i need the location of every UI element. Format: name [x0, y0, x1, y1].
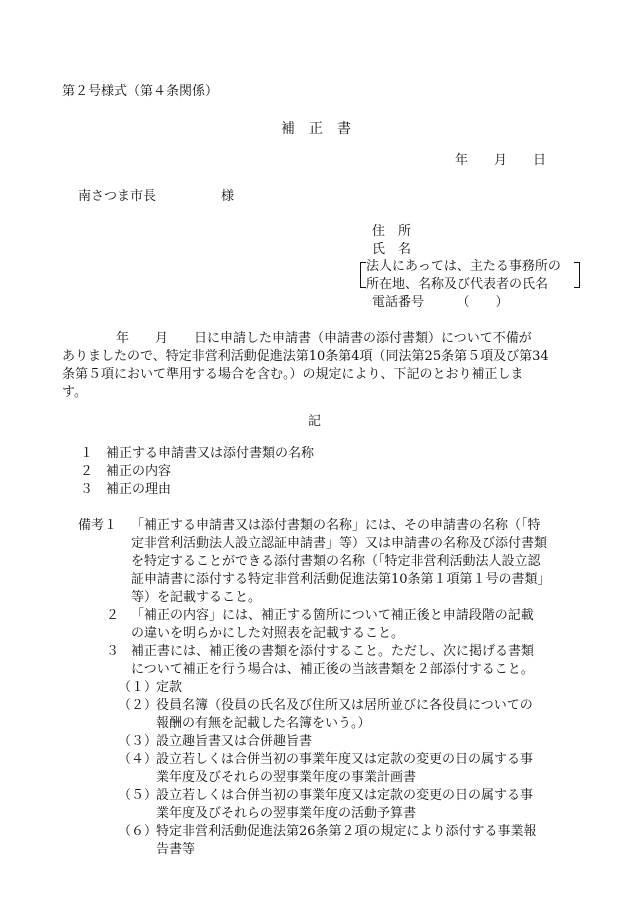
sub-item — [118, 787, 537, 823]
sub-line: 報酬の有無を記載した名簿をいう。） — [156, 716, 371, 731]
remark-3 — [131, 643, 534, 679]
body-line: 年 月 日に申請した申請書（申請書の添付書類）について不備が — [116, 331, 532, 346]
sub-line: 業年度及びそれらの翌事業年度の事業計画書 — [156, 770, 417, 785]
sub-text — [156, 751, 533, 787]
sub-item — [118, 679, 537, 697]
sub-text — [156, 787, 533, 823]
sub-num: （１） — [118, 680, 158, 695]
addressee: 南さつま市長 様 — [78, 189, 235, 204]
remark-line: 等）を記載すること。 — [131, 590, 262, 605]
sub-num: （４） — [118, 752, 158, 767]
ki-heading: 記 — [308, 414, 322, 429]
remark-3-num: ３ — [106, 644, 120, 659]
sub-line: 設立若しくは合併当初の事業年度又は定款の変更の日の属する事 — [156, 788, 534, 803]
sub-text: 定款 — [156, 680, 183, 695]
sub-line: 業年度及びそれらの翌事業年度の活動予算書 — [156, 806, 417, 821]
date-line: 年 月 日 — [455, 153, 547, 168]
sub-line: 役員名簿（役員の氏名及び住所又は居所並びに各役員についての — [156, 698, 533, 713]
sub-num: （３） — [118, 734, 158, 749]
remark-line: について補正を行う場合は、補正後の当該書類を２部添付すること。 — [131, 662, 534, 677]
sub-line: 告書等 — [156, 842, 196, 857]
sub-num: （２） — [118, 698, 158, 713]
bracket-right — [574, 262, 580, 288]
remark-line: の違いを明らかにした対照表を記載すること。 — [131, 626, 405, 641]
remark-line: 定非営利活動法人設立認証申請書」等）又は申請書の名称及び添付書類 — [131, 536, 548, 551]
remark-line: 証申請書に添付する特定非営利活動促進法第10条第１項第１号の書類」 — [131, 572, 551, 587]
sub-item — [118, 823, 537, 859]
remark-2 — [131, 607, 534, 643]
remark-1 — [131, 517, 551, 607]
corp-note-line-1: 法人にあっては、主たる事務所の — [366, 259, 561, 274]
remark-line: 補正書には、補正後の書類を添付すること。ただし、次に掲げる書類 — [131, 644, 535, 659]
sub-line: 特定非営利活動促進法第26条第２項の規定により添付する事業報 — [156, 824, 537, 839]
sub-text — [156, 823, 537, 859]
sub-num: （６） — [118, 824, 158, 839]
item: １ 補正する申請書又は添付書類の名称 — [80, 446, 315, 461]
sub-text: 設立趣旨書又は合併趣旨書 — [156, 734, 313, 749]
remark-line: を特定することができる添付書類の名称（「特定非営利活動法人設立認 — [131, 554, 541, 569]
corp-note-line-2: 所在地、名称及び代表者の氏名 — [366, 277, 549, 292]
address-label: 住 所 — [372, 224, 412, 239]
remark-line: 「補正する申請書又は添付書類の名称」には、その申請書の名称（「特 — [131, 518, 541, 533]
body-line: す。 — [62, 385, 87, 400]
body-line: ありましたので、特定非営利活動促進法第10条第4項（同法第25条第５項及び第34 — [62, 349, 549, 364]
sub-text — [156, 697, 533, 733]
remark-2-num: ２ — [106, 608, 120, 623]
document-title: 補 正 書 — [281, 121, 351, 137]
form-number: 第２号様式（第４条関係） — [62, 84, 219, 99]
sub-item — [118, 697, 537, 733]
sub-line: 設立若しくは合併当初の事業年度又は定款の変更の日の属する事 — [156, 752, 534, 767]
sub-num: （５） — [118, 788, 158, 803]
item: ２ 補正の内容 — [80, 464, 172, 479]
body-line: 条第５項において準用する場合を含む。）の規定により、下記のとおり補正しま — [62, 367, 524, 382]
item: ３ 補正の理由 — [80, 482, 172, 497]
name-label: 氏 名 — [372, 242, 412, 257]
phone-label: 電話番号 （ ） — [372, 295, 509, 310]
remark-line: 「補正の内容」には、補正する箇所について補正後と申請段階の記載 — [131, 608, 534, 623]
remarks-label: 備考１ — [78, 518, 118, 533]
body-paragraph — [62, 330, 570, 402]
sub-item — [118, 751, 537, 787]
sub-list — [118, 679, 537, 859]
sub-item — [118, 733, 537, 751]
